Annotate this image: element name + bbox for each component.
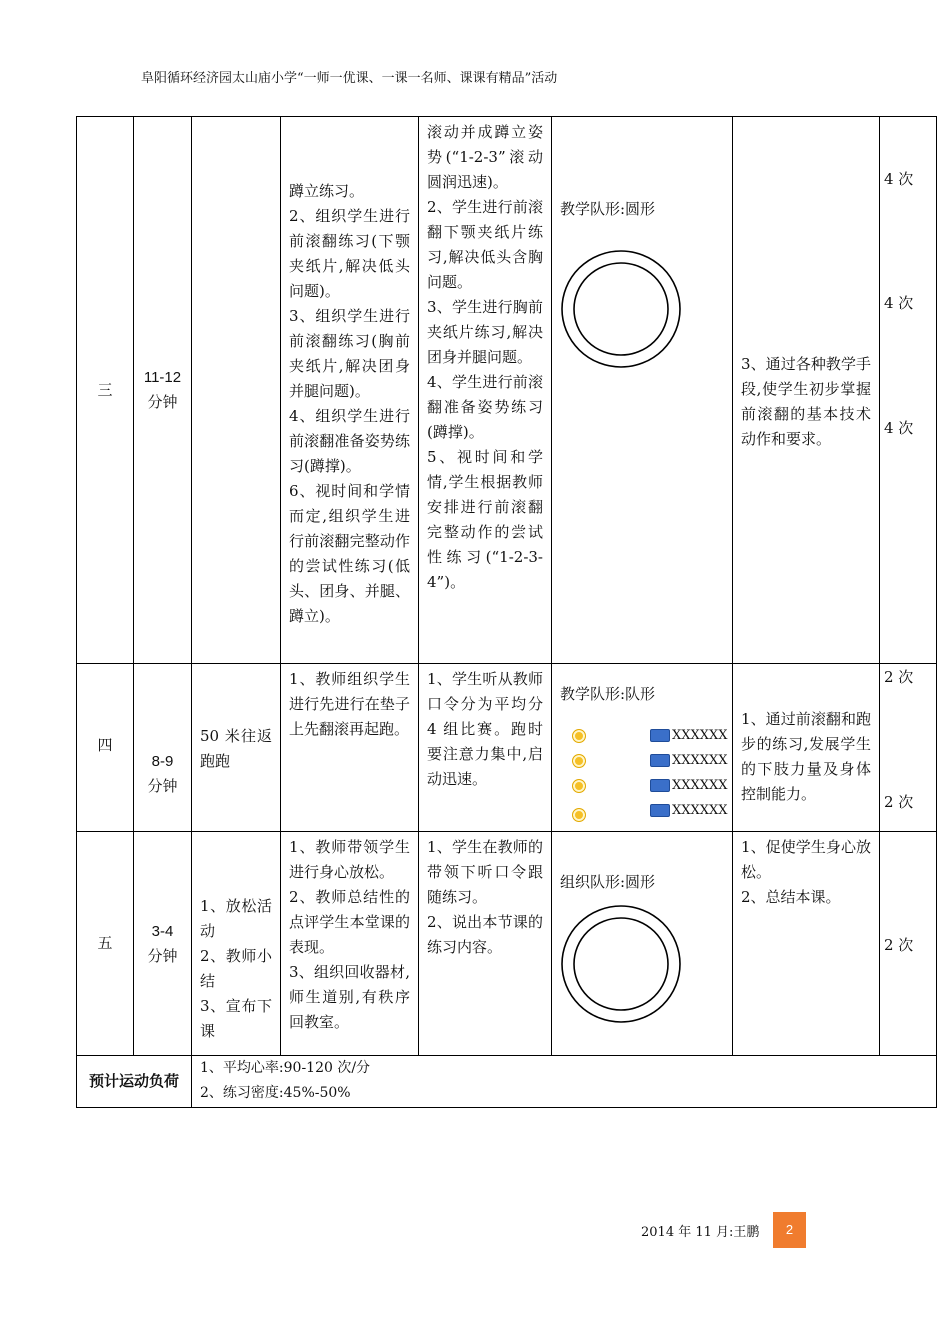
goal-cell	[733, 664, 880, 832]
content-cell	[192, 664, 281, 832]
formation-cell	[552, 832, 733, 1056]
student-marker-icon	[572, 808, 586, 822]
content-cell	[192, 832, 281, 1056]
queue-members: XXXXXX	[672, 778, 728, 793]
content-text: 1、放松活动 2、教师小结 3、宣布下课	[200, 897, 272, 1040]
formation-label: 组织队形:圆形	[560, 873, 656, 891]
heart-rate-line: 1、平均心率:90-120 次/分	[200, 1060, 371, 1076]
flag-marker-icon	[650, 804, 670, 817]
goal-cell: 1、促使学生身心放松。 2、总结本课。	[733, 832, 880, 1056]
formation-label: 教学队形:圆形	[560, 200, 656, 218]
goal-cell	[733, 117, 880, 664]
footer-date-author: 2014 年 11 月:王鹏	[641, 1225, 760, 1240]
goal-text: 3、通过各种教学手段,使学生初步掌握前滚翻的基本技术动作和要求。	[741, 355, 871, 448]
queue-row	[560, 748, 728, 773]
content-cell	[192, 117, 281, 664]
student-marker-icon	[572, 754, 586, 768]
teacher-activity-text: 蹲立练习。 2、组织学生进行前滚翻练习(下颚夹纸片,解决低头问题)。 3、组织学生进行前滚翻练习(胸前夹纸片,解决团身并腿问题)。 4、组织学生进行前滚翻准备姿势练习(蹲撑)。 6、视时间和学情而定,组织学生进行前滚翻完整动作的尝试性练习(低头、团身、并腿、蹲立)。	[289, 182, 410, 625]
duration-text: 8-9 分钟	[147, 753, 178, 795]
repetition-count: 4 次	[884, 170, 914, 188]
goal-text: 1、通过前滚翻和跑步的练习,发展学生的下肢力量及身体控制能力。	[741, 710, 871, 803]
student-activity-cell: 1、学生听从教师口令分为平均分 4 组比赛。跑时要注意力集中,启动迅速。	[419, 664, 552, 832]
student-marker-icon	[572, 779, 586, 793]
duration-cell: 3-4 分钟	[134, 832, 192, 1056]
section-number: 三	[77, 117, 134, 664]
formation-label: 教学队形:队形	[560, 685, 656, 703]
density-line: 2、练习密度:45%-50%	[200, 1085, 351, 1101]
document-header: 阜阳循环经济园太山庙小学“一师一优课、一课一名师、课课有精品”活动	[141, 71, 558, 86]
flag-marker-icon	[650, 779, 670, 792]
formation-cell	[552, 117, 733, 664]
flag-marker-icon	[650, 754, 670, 767]
teacher-activity-cell: 1、教师组织学生进行先进行在垫子上先翻滚再起跑。	[281, 664, 419, 832]
repetition-count: 4 次	[884, 294, 914, 312]
exercise-load-values	[192, 1056, 937, 1108]
circle-formation-diagram	[560, 248, 682, 370]
queue-row	[560, 723, 728, 748]
formation-cell	[552, 664, 733, 832]
repetition-count: 4 次	[884, 419, 914, 437]
student-activity-cell: 滚动并成蹲立姿势(“1-2-3”滚动圆润迅速)。 2、学生进行前滚翻下颚夹纸片练习,解决低头含胸问题。 3、学生进行胸前夹纸片练习,解决团身并腿问题。 4、学生进行前滚翻准备姿势练习(蹲撑)。 5、视时间和学情,学生根据教师安排进行前滚翻完整动作的尝试性练习(“1-2-3-4”)。	[419, 117, 552, 664]
table-row	[77, 832, 937, 1056]
repetition-cell	[880, 117, 937, 664]
table-row	[77, 664, 937, 832]
flag-marker-icon	[650, 729, 670, 742]
repetition-cell	[880, 832, 937, 1056]
section-number	[77, 664, 134, 832]
section-number-text: 四	[97, 736, 113, 754]
repetition-count: 2 次	[884, 793, 914, 811]
circle-formation-diagram	[560, 903, 682, 1025]
repetition-count: 2 次	[884, 936, 914, 954]
student-marker-icon	[572, 729, 586, 743]
queue-row	[560, 798, 728, 823]
queue-members: XXXXXX	[672, 728, 728, 743]
teacher-activity-cell: 1、教师带领学生进行身心放松。 2、教师总结性的点评学生本堂课的表现。 3、组织回收器材,师生道别,有秩序回教室。	[281, 832, 419, 1056]
queue-members: XXXXXX	[672, 803, 728, 818]
queue-row	[560, 773, 728, 798]
teacher-activity-cell	[281, 117, 419, 664]
lesson-plan-table	[76, 116, 937, 1108]
student-activity-cell: 1、学生在教师的带领下听口令跟随练习。 2、说出本节课的练习内容。	[419, 832, 552, 1056]
duration-cell: 11-12 分钟	[134, 117, 192, 664]
queue-formation-diagram	[560, 723, 728, 823]
queue-members: XXXXXX	[672, 753, 728, 768]
page-number: 2	[773, 1212, 806, 1248]
exercise-load-label: 预计运动负荷	[77, 1056, 192, 1108]
content-text: 50 米往返跑跑	[200, 727, 272, 770]
duration-cell	[134, 664, 192, 832]
repetition-cell	[880, 664, 937, 832]
table-row	[77, 117, 937, 664]
repetition-count: 2 次	[884, 668, 914, 686]
exercise-load-row	[77, 1056, 937, 1108]
section-number: 五	[77, 832, 134, 1056]
